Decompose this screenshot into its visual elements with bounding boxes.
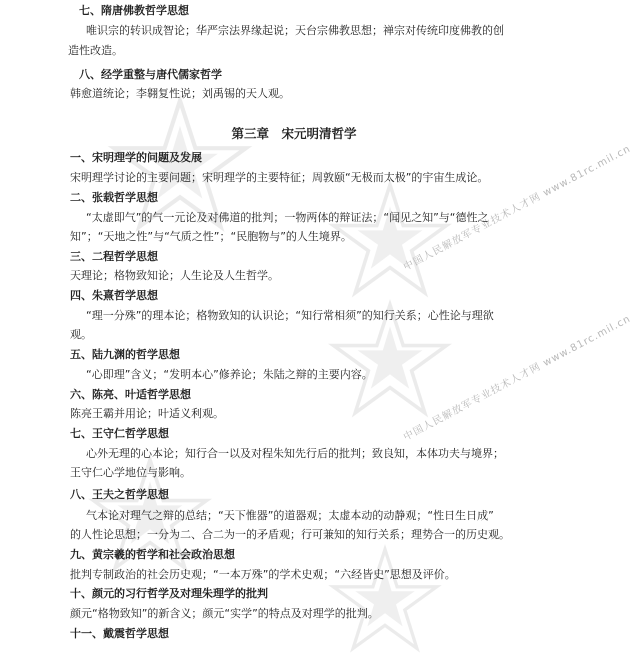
- paragraph-line: 王守仁心学地位与影响。: [70, 466, 191, 479]
- paragraph-line: 唯识宗的转识成智论；华严宗法界缘起说；天台宗佛教思想；禅宗对传统印度佛教的创: [86, 24, 504, 37]
- star-watermark-icon: [330, 545, 440, 655]
- paragraph-line: 颜元“格物致知”的新含义；颜元“实学”的特点及对理学的批判。: [70, 607, 379, 620]
- paragraph-line: 的人性论思想；一分为二、合二为一的矛盾观；行可兼知的知行关系；理势合一的历史观。: [70, 528, 510, 541]
- section-heading: 四、朱熹哲学思想: [70, 289, 158, 302]
- section-heading: 七、王守仁哲学思想: [70, 427, 169, 440]
- section-heading: 八、经学重整与唐代儒家哲学: [79, 68, 222, 81]
- chapter-title: 第三章 宋元明清哲学: [231, 126, 357, 141]
- watermark-text: 中国人民解放军专业技术人才网 www.81rc.mil.cn: [401, 143, 633, 274]
- watermark-text: 中国人民解放军专业技术人才网 www.81rc.mil.cn: [401, 313, 633, 444]
- section-heading: 六、陈亮、叶适哲学思想: [70, 388, 191, 401]
- paragraph-line: 造性改造。: [68, 44, 123, 57]
- paragraph-line: 观。: [70, 328, 92, 341]
- paragraph-line: 批判专制政治的社会历史观；“一本万殊”的学术史观；“六经皆史”思想及评价。: [70, 568, 456, 581]
- section-heading: 九、黄宗羲的哲学和社会政治思想: [70, 548, 235, 561]
- paragraph-line: 气本论对理气之辩的总结；“天下惟器”的道器观；太虚本动的动静观；“性日生日成”: [86, 509, 494, 522]
- paragraph-line: 心外无理的心本论；知行合一以及对程朱知先行后的批判；致良知，本体功夫与境界；: [86, 447, 504, 460]
- section-heading: 八、王夫之哲学思想: [70, 488, 169, 501]
- paragraph-line: “太虚即气”的气一元论及对佛道的批判；一物两体的辩证法；“闻见之知”与“德性之: [86, 211, 489, 224]
- section-heading: 一、宋明理学的问题及发展: [70, 151, 202, 164]
- paragraph-line: 知”；“天地之性”与“气质之性”；“民胞物与”的人生境界。: [70, 230, 352, 243]
- paragraph-line: “理一分殊”的理本论；格物致知的认识论；“知行常相须”的知行关系；心性论与理欲: [86, 309, 494, 322]
- section-heading: 三、二程哲学思想: [70, 250, 158, 263]
- section-heading: 七、隋唐佛教哲学思想: [79, 4, 189, 17]
- paragraph-line: “心即理”含义；“发明本心”修养论；朱陆之辩的主要内容。: [86, 368, 373, 381]
- paragraph-line: 宋明理学讨论的主要问题；宋明理学的主要特征；周敦颐“无极而太极”的宇宙生成论。: [70, 171, 489, 184]
- paragraph-line: 陈亮王霸并用论；叶适义利观。: [70, 407, 224, 420]
- section-heading: 五、陆九渊的哲学思想: [70, 348, 180, 361]
- paragraph-line: 天理论；格物致知论；人生论及人生哲学。: [70, 269, 279, 282]
- section-heading: 十、颜元的习行哲学及对理朱理学的批判: [70, 587, 268, 600]
- section-heading: 十一、戴震哲学思想: [70, 627, 169, 640]
- paragraph-line: 韩愈道统论；李翱复性说；刘禹锡的天人观。: [70, 87, 290, 100]
- section-heading: 二、张载哲学思想: [70, 191, 158, 204]
